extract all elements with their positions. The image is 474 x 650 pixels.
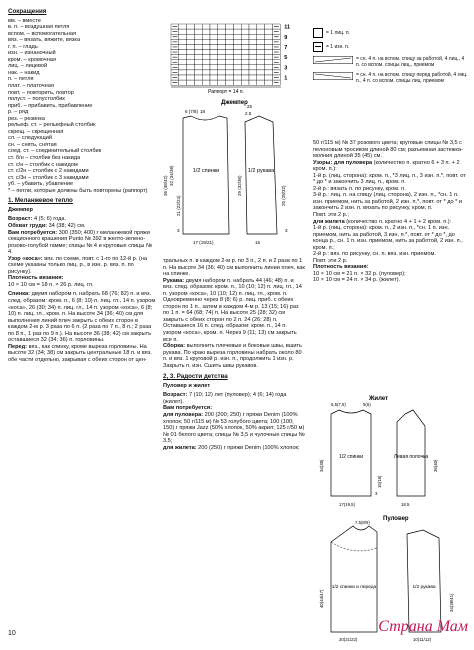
chart-cell (226, 65, 234, 70)
chart-cell (179, 80, 187, 85)
pattern-row-2: 2-й р.: вязать п. по рисунку, кром. п. (313, 185, 406, 192)
pullover-materials: для пуловера: 200 (200; 250) г пряжи Denim (100% хлопок; 50 г/115 м) № 53 голубого цвета; 100 (100; 150) г пряжи Jazz (50% хлопок, 50% акрил; 125 г/50 м) № 01 белого цвета; спицы № 3,5 и чулочные спицы № 3,5; (163, 412, 305, 445)
pullover-yoke-line (331, 542, 377, 551)
density-label: Плотность вязания: (8, 275, 64, 282)
chart-cell (257, 44, 265, 49)
chart-cell (241, 50, 249, 55)
section-1-subtitle: Джемпер (8, 206, 33, 213)
chart-cell (210, 39, 218, 44)
chart-cell (187, 60, 195, 65)
pattern-row-3: 3-й р.: лиц. п. на спицу (лиц. сторона), 2 изн. п., *сн. 1 п. изн. приемом, нить за работой, 2 изн. п.*, повт. от * до * и закончить 2 изн. п. вязать по рисунку, кром. п. (313, 192, 462, 212)
chart-cell (257, 70, 265, 75)
chart-cell (187, 55, 195, 60)
vest-measure-side: 16(18) (377, 475, 382, 488)
abbreviation-item: вм. – вместе (8, 17, 41, 24)
chart-cell (218, 70, 226, 75)
chart-cell (179, 44, 187, 49)
measure-sleeve-side: 25 (28/32) (281, 185, 286, 206)
chart-cell (265, 80, 273, 85)
chart-cell (241, 80, 249, 85)
chart-cell (179, 65, 187, 70)
chart-cell (202, 29, 210, 34)
chart-cell (210, 50, 218, 55)
chart-cell (241, 55, 249, 60)
pullover-body-outline (331, 526, 377, 632)
section-1 (8, 198, 156, 363)
pattern-repeat: Повт. эти 2 р.; (313, 212, 349, 219)
density-value: 10 × 10 см = 18 п. × 26 р. лиц. гл. (8, 281, 94, 288)
chart-cell (179, 50, 187, 55)
chart-cell (179, 70, 187, 75)
legend-item-knit: = 1 лиц. п. (313, 28, 469, 38)
chart-cell (194, 70, 202, 75)
chart-cell (226, 80, 234, 85)
abbreviation-item: ст. б/н – столбик без накида (8, 155, 81, 162)
chart-cell (226, 75, 234, 80)
measure-width: 17 (19/21) (193, 240, 214, 245)
pattern-row-1: 1-й р. (лиц. сторона): кром. п., *3 лиц. п., 3 изн. п.*, повт. от * до * и закончить 3 лиц. п., кром. п. (313, 172, 466, 186)
chart-cell (257, 34, 265, 39)
measure-neck: 18 (200, 109, 206, 114)
chart-cell (233, 70, 241, 75)
chart-cell (241, 75, 249, 80)
vest-measure-back-height: 34(38) (319, 459, 324, 472)
patterns-intro: Узоры: для пуловера (количество п. кратно 6 + 3 п. + 2 кром. п.): (313, 159, 460, 173)
chart-cell (210, 24, 218, 29)
chart-cell (210, 65, 218, 70)
density2-label: Плотность вязания: (313, 264, 369, 271)
measure-sleeve-bottom: 2.5 (245, 111, 252, 116)
chart-cell (202, 70, 210, 75)
abbreviation-item: ст. с/н – столбик с накидом (8, 161, 78, 168)
chart-cell (265, 39, 273, 44)
chart-cell (265, 24, 273, 29)
vest-front-label: Левая полочка (393, 454, 429, 460)
age2-paragraph: Возраст: 7 (10; 12) лет (пуловер); 4 (6; 14) года (жилет). (163, 392, 287, 405)
density2-pullover: 10 × 10 см = 21 п. × 32 р. (пуловер); (313, 270, 406, 277)
chart-cell (218, 50, 226, 55)
chart-cell (226, 50, 234, 55)
chart-cell (202, 80, 210, 85)
chart-cell (179, 60, 187, 65)
chart-cell (179, 75, 187, 80)
chart-cell (249, 44, 257, 49)
legend-item-purl: = 1 изн. п. (313, 42, 469, 52)
chart-cell (202, 75, 210, 80)
chart-cell (202, 65, 210, 70)
chart-cell (179, 39, 187, 44)
abbreviation-item: ст. с/2н – столбик с 2 накидами (8, 168, 89, 175)
chart-cell (194, 75, 202, 80)
vest-measure-width: 17(19,5) (339, 502, 356, 507)
chart-cell (194, 29, 202, 34)
vest-measure-front-width: 18,5 (401, 502, 410, 507)
chart-cell (233, 80, 241, 85)
chart-cell (202, 44, 210, 49)
chart-cell (218, 29, 226, 34)
chart-cell (194, 44, 202, 49)
chart-cell (187, 34, 195, 39)
vest-measure-neck: 5(6) (363, 402, 371, 407)
chart-cell (218, 34, 226, 39)
chart-cell (202, 39, 210, 44)
abbreviation-item: скрещ. – скрещенная (8, 128, 64, 135)
chart-cell (257, 60, 265, 65)
abbreviation-item: вспом. – вспомогательная (8, 30, 77, 37)
chart-cell (218, 55, 226, 60)
pullover-sleeve-label: 1/2 рукава (412, 585, 436, 590)
chart-cell (249, 34, 257, 39)
section-2-subtitle: Пуловер и жилет (163, 382, 211, 389)
chart-cell (226, 60, 234, 65)
chart-cell (249, 80, 257, 85)
chart-cell (187, 70, 195, 75)
chart-cell (218, 65, 226, 70)
chart-cell (265, 29, 273, 34)
vest-materials-continuation: 50 г/115 м) № 37 розового цвета; круговые спицы № 3,5 с пелоновым тросиком длиной 80 см; разъемная застежка-молния длиной 35 (45) см. (313, 140, 463, 160)
vest-back-outline (331, 410, 371, 496)
chart-cell (218, 24, 226, 29)
vest-measure-front-height: 36(40) (433, 459, 438, 472)
chart-cell (233, 24, 241, 29)
front-paragraph: Перед: вяз., как спинку, кроме выреза горловины. На высоте 32 (34; 38) см закрыть центральные 18 п. и вяз. обе части отдельно, закрывая с обеих сторон от цен- (8, 343, 152, 363)
chart-cell (249, 75, 257, 80)
age-paragraph: Возраст: 4 (5; 6) года. (8, 216, 67, 223)
abbreviation-item: соед. ст. – соединительный столбик (8, 148, 102, 155)
vest-front-outline (397, 410, 425, 496)
chart-cell (226, 29, 234, 34)
abbreviation-item: плат. – платочная (8, 83, 54, 90)
chart-cell (194, 65, 202, 70)
measure-sleeve-cuff: 3 (285, 228, 288, 233)
chart-cell (179, 29, 187, 34)
chart-cell (194, 55, 202, 60)
abbreviation-item: вяз. – вязать, вяжите, вязка (8, 37, 81, 44)
chart-row-number: 7 (284, 45, 288, 51)
abbreviation-item: полуст. – полустолбик (8, 96, 65, 103)
back-paragraph: Спинка: двумя набором п. набрать 68 (76; 82) п. и вяз. след. образом: кром. п., 6 (8; 10) п. лиц. гл., 14 п. узором «коса», 26 (30; 34) п. лиц. гл., 14 п. узором «коса», 6 (8; 10) п. лиц. гл., кром. п. На высоте 34 (36; 40) см для выполнения линий плеч закрыть с обеих сторон в каждом 2-м р. 3 раза по 6 п. (2 раза по 7 п., 8 п.; 2 раза по 8 п., 1 раз по 9 п.). На высоте 36 (38; 42) см закрыть оставшиеся 32 (34; 36) п. горловины. (8, 291, 156, 344)
chart-cell (179, 34, 187, 39)
chart-cell (265, 70, 273, 75)
vest-pattern-repeat: Повт. эти 2 р. (313, 257, 348, 264)
vest-measure-shoulder: 6,5(7,5) (331, 402, 346, 407)
chart-row-number: 3 (284, 65, 288, 72)
chart-cell (257, 55, 265, 60)
sleeves-paragraph: Рукава: двумя набором п. набрать 44 (46; 48) п. и вяз. след. образом: кром. п., 10 (10; 12) п. лиц. гл., 14 п. узором «коса», 10 (10; 12) п. лиц. гл., кром. п. Одновременно через 8 (8; 6) р. лиц. приб. с обеих сторон по 1 п., затем в каждом 4-м р. 13 (15; 16) раз по 1 п. = 64 (68; 74) п. На высоте 25 (28; 32) см закрыть с обеих сторон по 2 п. 24 (26; 28) п. Оставшиеся 16 п. след. образом: кром. п., 14 п. узором «коса», кром. п. Через 9 (11; 13) см закрыть все п. (163, 277, 302, 343)
density2-vest: 10 × 10 см = 24 п. × 34 р. (жилет). (313, 277, 401, 284)
chart-cell (210, 80, 218, 85)
chart-cell (241, 44, 249, 49)
chart-cell (241, 34, 249, 39)
chart-cell (226, 34, 234, 39)
chart-cell (233, 55, 241, 60)
abbreviation-item: повт. – повторить, повтор (8, 89, 74, 96)
abbreviation-item: нак. – накид (8, 69, 40, 76)
chart-cell (194, 34, 202, 39)
chart-cell (249, 60, 257, 65)
section-1-title: 1. Меланжевое тепло (8, 197, 73, 205)
chart-grid (171, 24, 280, 85)
abbreviation-item: ст. с/3н – столбик с 3 накидами (8, 174, 89, 181)
abbreviation-item: г. п. – гладь (8, 43, 38, 50)
chart-cell (249, 29, 257, 34)
chart-cell (194, 39, 202, 44)
chart-cell (187, 65, 195, 70)
chart-cell (241, 24, 249, 29)
chart-cell (202, 34, 210, 39)
pattern-paragraph: Узор «коса»: вяз. по схеме, повт. с 1-го по 12-й р. (на схеме указаны только лиц. р., в изн. р. вяз. п. по рисунку). (8, 255, 147, 275)
chart-cell (210, 70, 218, 75)
chart-cell (257, 29, 265, 34)
chart-cell (210, 29, 218, 34)
chart-cell (249, 39, 257, 44)
chart-cell (187, 50, 195, 55)
abbreviation-item: * – петли, которые должны быть повторены (раппорт) (8, 187, 148, 194)
chart-cell (241, 60, 249, 65)
chart-cell (241, 39, 249, 44)
chart-cell (257, 50, 265, 55)
chart-row-number: 9 (284, 34, 288, 41)
column-1 (8, 8, 156, 363)
legend-item-cable-back: = сн. 4 п. на вспом. спицу за работой, 4 лиц., 4 п. со вспом. спицы лиц., приемом (313, 56, 469, 68)
chart-cell (218, 39, 226, 44)
measure-rib: 3 (177, 228, 180, 233)
column-3 (313, 140, 467, 284)
abbreviation-item: п. – петля (8, 76, 34, 83)
chart-cell (210, 34, 218, 39)
abbreviation-item: рез. – резинка (8, 115, 45, 122)
abbreviation-item: сл. – следующий (8, 135, 52, 142)
chart-cell (265, 44, 273, 49)
measure-sleeve-width: 16 (255, 240, 261, 245)
chart-cell (187, 75, 195, 80)
chart-cell (210, 55, 218, 60)
abbreviation-item: кром. – кромочная (8, 56, 56, 63)
page-number: 10 (8, 630, 16, 637)
rapport-label: Раппорт = 14 п. (208, 89, 244, 94)
chart-cell (179, 55, 187, 60)
jumper-diagram-title: Джемпер (221, 100, 248, 106)
abbreviation-item: р. – ряд (8, 109, 29, 116)
measure-total-height: 36 (38/42) (163, 175, 168, 196)
abbreviation-item: сн. – снять, снятая (8, 141, 57, 148)
sleeve-piece-label: 1/2 рукава (247, 168, 275, 174)
chart-cell (218, 60, 226, 65)
chart-cell (218, 75, 226, 80)
chart-cell (257, 24, 265, 29)
assembly-paragraph: Сборка: выполнить плечевые и боковые швы, вшить рукава. По краю выреза горловины набрать около 80 п. и вяз. 1 круговой р. изн. п., продолжить 1 изн. р. Закрыть п. изн. Сшить швы рукавов. (163, 343, 302, 369)
chart-cell (194, 24, 202, 29)
vest-measure-rib: 3 (375, 491, 378, 496)
chart-cell (233, 44, 241, 49)
chart-row-number: 1 (284, 75, 288, 82)
chart-cell (249, 55, 257, 60)
chart-cell (241, 70, 249, 75)
materials2-label: Вам потребуется: (163, 405, 213, 412)
chart-cell (226, 55, 234, 60)
chart-cell (233, 50, 241, 55)
vest-materials: для жилета: 200 (250) г пряжи Denim (100% хлопок; (163, 444, 300, 451)
abbreviations-title: Сокращения (8, 8, 47, 15)
chart-cell (202, 60, 210, 65)
chart-cell (265, 60, 273, 65)
vest-pattern-intro: для жилета (количество п. кратно 4 + 1 + 2 кром. п.): (313, 218, 452, 225)
chart-cell (233, 65, 241, 70)
chart-legend (313, 28, 469, 84)
measure-side: 21 (22/24) (176, 195, 181, 216)
chart-cell (187, 80, 195, 85)
chart-cell (265, 50, 273, 55)
back-piece-label: 1/2 спинки (192, 168, 220, 174)
chart-cell (257, 65, 265, 70)
pullover-measure-cuff: 10(11/12) (413, 637, 432, 642)
back-piece-outline (183, 116, 229, 234)
pullover-measure-width: 20(21/22) (339, 637, 358, 642)
chart-cell (233, 34, 241, 39)
chart-cell (202, 50, 210, 55)
vest-back-label: 1/2 спинки (338, 454, 364, 460)
chart-cell (218, 80, 226, 85)
chart-cell (265, 75, 273, 80)
chart-cell (233, 39, 241, 44)
site-logo[interactable]: Страна Мам (378, 618, 468, 635)
chart-cell (233, 29, 241, 34)
chart-cell (210, 75, 218, 80)
chart-cell (265, 55, 273, 60)
section-2 (163, 374, 305, 451)
chart-row-numbers (284, 25, 290, 82)
chart-cell (218, 44, 226, 49)
measure-front-height: 32 (34/38) (169, 165, 174, 186)
chart-cell (226, 39, 234, 44)
chart-cell (233, 60, 241, 65)
pullover-measure-neck: 7,5(8/9) (355, 520, 370, 525)
chart-row-number: 11 (284, 24, 291, 31)
chart-cell (187, 39, 195, 44)
measure-shoulder: 6 (7/8) (185, 109, 199, 114)
chart-cell (249, 70, 257, 75)
chart-cell (179, 24, 187, 29)
chart-cell (226, 24, 234, 29)
measure-sleeve-cap: 25 (247, 104, 253, 109)
vest-diagram (313, 392, 469, 512)
pullover-measure-height: 40(44/47) (319, 589, 324, 608)
chart-cell (226, 70, 234, 75)
chart-cell (194, 60, 202, 65)
knitting-chart (163, 22, 305, 94)
abbreviation-item: рельеф. ст. – рельефный столбик (8, 122, 96, 129)
chart-cell (257, 80, 265, 85)
front-continuation: тральных п. в каждом 2-м р. по 3 п., 2 п. и 2 раза по 1 п. На высоте 34 (36; 40) см выполнить линии плеч, как на спинке. (163, 258, 305, 278)
abbreviation-item: в. п. – воздушная петля (8, 24, 70, 31)
chart-cell (233, 75, 241, 80)
chart-cell (249, 50, 257, 55)
chart-cell (202, 24, 210, 29)
vest-diagram-title: Жилет (369, 396, 389, 402)
jumper-diagram (163, 96, 309, 256)
materials-paragraph: Вам потребуется: 300 (350; 400) г меланжевой пряжи секционного крашения Punto № 392 в желто-зелено-розово-голубой гамме; спицы № 4 и круговые спицы № 4. (8, 229, 152, 256)
chart-cell (210, 44, 218, 49)
abbreviation-item: приб. – прибавить, прибавление (8, 102, 93, 109)
girth-paragraph: Обхват груди: 34 (38; 42) см. (8, 222, 86, 229)
chart-cell (226, 44, 234, 49)
sleeve-piece-outline (245, 116, 277, 234)
chart-cell (202, 55, 210, 60)
measure-sleeve-height: 29 (32/36) (237, 175, 242, 196)
chart-cell (249, 65, 257, 70)
chart-cell (194, 50, 202, 55)
chart-cell (194, 80, 202, 85)
chart-cell (187, 24, 195, 29)
chart-cell (265, 65, 273, 70)
vest-pattern-row-2: 2-й р.: вяз. по рисунку, сн. п. вяз. изн. приемом. (313, 251, 436, 258)
chart-cell (249, 24, 257, 29)
column-2 (163, 258, 305, 451)
pullover-sleeve-outline (407, 530, 441, 632)
vest-pattern-row-1: 1-й р. (лиц. сторона): кром. п., 2 изн. п., *сн. 1 п. изн. приемом, нить за работой, 3 изн. п.*, повт. от * до *, до конца р., сн. 1 п. изн. приемом, нить за работой, 2 изн. п., кром. п.; (313, 225, 463, 251)
abbreviation-item: изн. – изнаночный (8, 50, 56, 57)
pullover-measure-sleeve-height: 34(38/41) (449, 593, 454, 612)
section-2-title: 2, 3. Радости детства (163, 373, 228, 381)
legend-item-cable-front: = сн. 4 п. на вспом. спицу перед работой, 4 лиц. п., 4 п. со вспом. спицы лиц. приемом (313, 72, 469, 84)
chart-cell (257, 75, 265, 80)
pullover-diagram-title: Пуловер (383, 516, 409, 522)
chart-cell (265, 34, 273, 39)
pullover-body-label: 1/2 спинки и переда (331, 585, 377, 590)
chart-cell (241, 29, 249, 34)
chart-cell (241, 65, 249, 70)
chart-cell (210, 60, 218, 65)
chart-row-number: 5 (284, 55, 288, 62)
abbreviations-list (8, 18, 156, 195)
chart-cell (257, 39, 265, 44)
chart-cell (187, 29, 195, 34)
abbreviation-item: лиц. – лицевой (8, 63, 48, 70)
abbreviation-item: уб. – убавить, убавление (8, 181, 74, 188)
chart-cell (187, 44, 195, 49)
